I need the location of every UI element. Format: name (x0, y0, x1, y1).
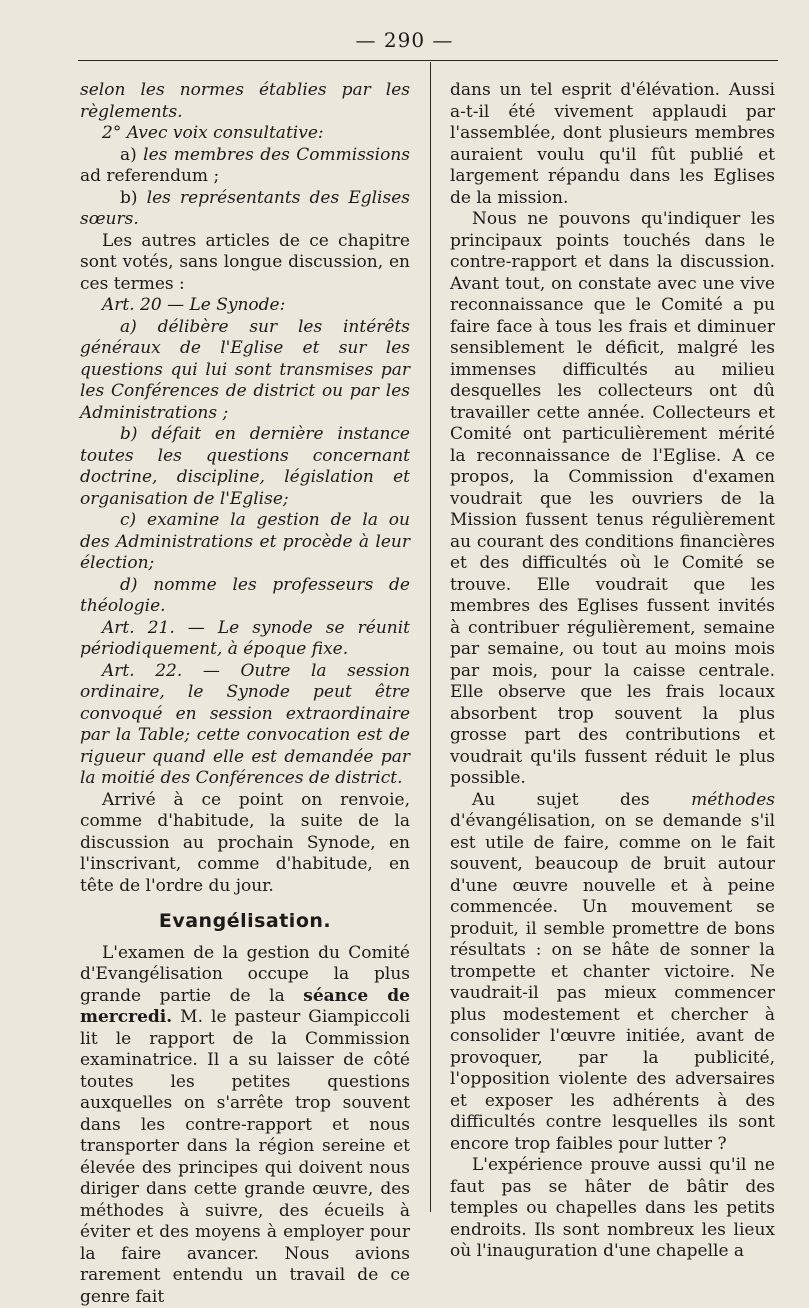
list-text: les représentants des Eglises sœurs. (80, 188, 410, 230)
paragraph: Art. 21. — Le synode se réunit périodiquement, à époque fixe. (80, 618, 410, 661)
paragraph: Art. 22. — Outre la session ordinaire, le Synode peut être convoqué en session extraordinaire par la Table; cette convocation est de rigueur quand elle est demandée par la moitié des Conférences de district. (80, 661, 410, 790)
list-marker: a) (120, 145, 143, 165)
paragraph (80, 145, 410, 188)
list-text: ad referendum ; (80, 166, 219, 186)
right-column (450, 80, 775, 1263)
paragraph (450, 790, 775, 1156)
article-heading: Art. 20 — Le Synode: (80, 295, 410, 317)
paragraph-text: d'évangélisation, on se demande s'il est utile de faire, comme on le fait souvent, beaucoup de bruit autour d'une œuvre nouvelle et à peine commencée. Un mouvement se produit, il semble promettre de bons résultats : on se hâte de sonner la trompette et chanter victoire. Ne vaudrait-il pas mieux commencer plus modestement et chercher à consolider l'œuvre initiée, avant de provoquer, par la publicité, l'opposition violente des adversaires et exposer les adhérents à des difficultés contre lesquelles ils sont encore trop faibles pour lutter ? (450, 811, 775, 1154)
list-text: les membres des Commissions (143, 145, 410, 165)
paragraph: 2° Avec voix consultative: (80, 123, 410, 145)
paragraph: L'expérience prouve aussi qu'il ne faut pas se hâter de bâtir des temples ou chapelles dans les petits endroits. Ils sont nombreux les lieux où l'inauguration d'une chapelle a (450, 1155, 775, 1263)
paragraph-text: M. le pasteur Giampiccoli lit le rapport de la Commission examinatrice. Il a su laisser de côté toutes les petites questions auxquelles on s'arrête trop souvent dans les contre-rapport et nous transporter dans la région sereine et élevée des principes qui doivent nous diriger dans cette grande œuvre, des méthodes à suivre, des écueils à éviter et des moyens à employer pour la faire avancer. Nous avions rarement entendu un travail de ce genre fait (80, 1007, 410, 1307)
paragraph: selon les normes établies par les règlements. (80, 80, 410, 123)
page-number: — 290 — (0, 28, 809, 52)
paragraph: b) défait en dernière instance toutes les questions concernant doctrine, discipline, législation et organisation de l'Eglise; (80, 424, 410, 510)
list-marker: b) (120, 188, 147, 208)
paragraph: c) examine la gestion de la ou des Administrations et procède à leur élection; (80, 510, 410, 575)
left-column (80, 80, 410, 1308)
paragraph-emphasis: méthodes (691, 790, 775, 810)
paragraph-emphasis: séance de mercredi. (80, 986, 410, 1028)
column-divider (430, 62, 431, 1212)
paragraph: d) nomme les professeurs de théologie. (80, 575, 410, 618)
paragraph: Nous ne pouvons qu'indiquer les principaux points touchés dans le contre-rapport et dans la discussion. Avant tout, on constate avec une vive reconnaissance que le Comité a pu faire face à tous les frais et diminuer sensiblement le déficit, malgré les immenses difficultés au milieu desquelles les collecteurs ont dû travailler cette année. Collecteurs et Comité ont particulièrement mérité la reconnaissance de l'Eglise. A ce propos, la Commission d'examen voudrait que les ouvriers de la Mission fussent tenus régulièrement au courant des conditions financières et des difficultés où le Comité se trouve. Elle voudrait que les membres des Eglises fussent invités à contribuer régulièrement, semaine par semaine, ou tout au moins mois par mois, pour la caisse centrale. Elle observe que les frais locaux absorbent trop souvent la plus grosse part des contributions et voudrait qu'ils fussent réduit le plus possible. (450, 209, 775, 790)
paragraph (80, 188, 410, 231)
paragraph: dans un tel esprit d'élévation. Aussi a-t-il été vivement applaudi par l'assemblée, dont plusieurs membres auraient voulu qu'il fût publié et largement répandu dans les Eglises de la mission. (450, 80, 775, 209)
paragraph: a) délibère sur les intérêts généraux de l'Eglise et sur les questions qui lui sont transmises par les Conférences de district ou par les Administrations ; (80, 317, 410, 425)
section-title: Evangélisation. (80, 911, 410, 933)
paragraph (80, 943, 410, 1308)
header-rule (78, 60, 778, 61)
paragraph-text: L'examen de la gestion du Comité d'Evangélisation occupe la plus grande partie de la (80, 943, 410, 1006)
paragraph-text: Au sujet des (472, 790, 691, 810)
paragraph: Les autres articles de ce chapitre sont votés, sans longue discussion, en ces termes : (80, 231, 410, 296)
paragraph: Arrivé à ce point on renvoie, comme d'habitude, la suite de la discussion au prochain Synode, en l'inscrivant, comme d'habitude, en tête de l'ordre du jour. (80, 790, 410, 898)
